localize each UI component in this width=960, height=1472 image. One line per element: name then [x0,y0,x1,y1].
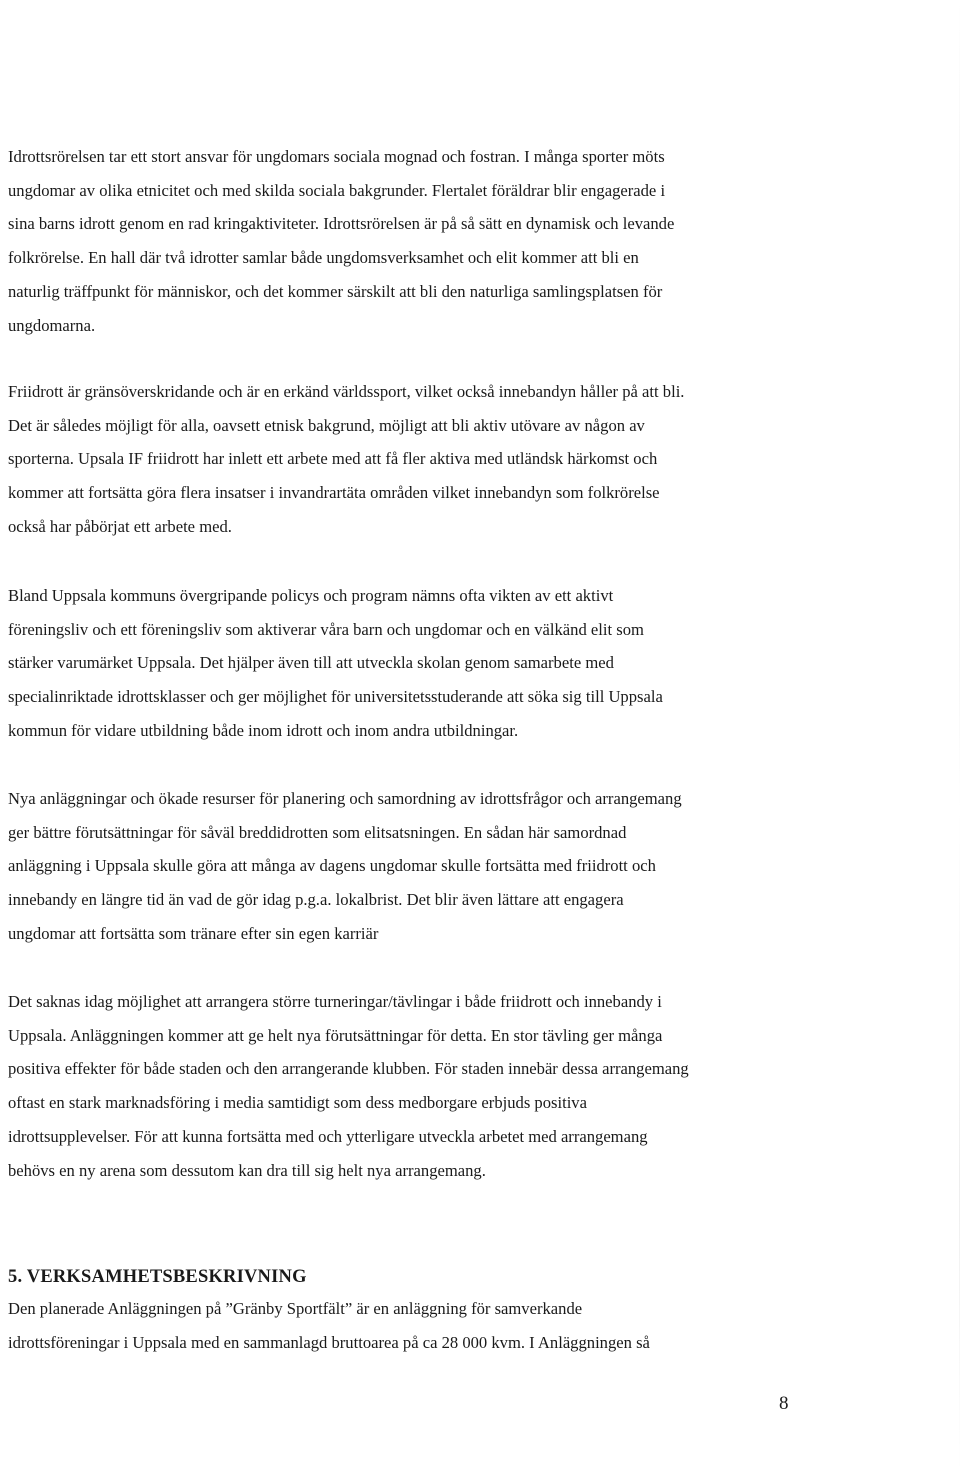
text-line: naturlig träffpunkt för människor, och det kommer särskilt att bli den naturliga samlingsplatsen för [8,281,663,301]
text-line: Det saknas idag möjlighet att arrangera större turneringar/tävlingar i både friidrott och innebandy i [8,992,662,1011]
paragraph-municipal-policy [8,579,808,748]
paragraph-competitions [8,985,808,1187]
text-line: Nya anläggningar och ökade resurser för planering och samordning av idrottsfrågor och arrangemang [8,789,682,808]
text-line: ungdomar av olika etnicitet och med skilda sociala bakgrunder. Flertalet föräldrar blir engagerade i [8,180,666,200]
text-line: positiva effekter för både staden och den arrangerande klubben. För staden innebär dessa arrangemang [8,1059,689,1079]
text-line: ungdomar att fortsätta som tränare efter sin egen karriär [8,923,379,943]
text-line: föreningsliv och ett föreningsliv som aktiverar våra barn och ungdomar och en välkänd elit som [8,619,644,639]
paragraph-new-facilities [8,782,808,951]
text-line: Friidrott är gränsöverskridande och är en erkänd världssport, vilket också innebandyn håller på att bli. [8,382,685,401]
text-line: anläggning i Uppsala skulle göra att många av dagens ungdomar skulle fortsätta med friidrott och [8,856,656,876]
text-line: sporterna. Upsala IF friidrott har inlett ett arbete med att få fler aktiva med utländsk härkomst och [8,449,658,469]
text-line: Bland Uppsala kommuns övergripande policys och program nämns ofta vikten av ett aktivt [8,586,614,605]
text-line: ger bättre förutsättningar för såväl breddidrotten som elitsatsningen. En sådan här samordnad [8,822,627,842]
text-line: behövs en ny arena som dessutom kan dra till sig helt nya arrangemang. [8,1160,486,1180]
text-line: idrottsupplevelser. För att kunna fortsätta med och ytterligare utveckla arbetet med arrangemang [8,1126,648,1146]
text-line: sina barns idrott genom en rad kringaktiviteter. Idrottsrörelsen är på så sätt en dynamisk och levande [8,214,675,234]
text-line: kommun för vidare utbildning både inom idrott och inom andra utbildningar. [8,720,519,740]
text-line: innebandy en längre tid än vad de gör idag p.g.a. lokalbrist. Det blir även lättare att engagera [8,890,624,910]
paragraph-youth-sports [8,140,808,342]
paragraph-athletics-integration [8,375,808,544]
paragraph-business-description [8,1292,808,1359]
section-heading: 5. VERKSAMHETSBESKRIVNING [8,1267,307,1287]
text-line: idrottsföreningar i Uppsala med en sammanlagd bruttoarea på ca 28 000 kvm. I Anläggningen så [8,1332,650,1352]
text-line: Den planerade Anläggningen på ”Gränby Sportfält” är en anläggning för samverkande [8,1299,583,1318]
text-line: också har påbörjat ett arbete med. [8,516,232,536]
text-line: oftast en stark marknadsföring i media samtidigt som dess medborgare erbjuds positiva [8,1093,587,1113]
text-line: stärker varumärket Uppsala. Det hjälper även till att utveckla skolan genom samarbete med [8,653,614,673]
text-line: folkrörelse. En hall där två idrotter samlar både ungdomsverksamhet och elit kommer att bli en [8,248,639,268]
text-line: Uppsala. Anläggningen kommer att ge helt nya förutsättningar för detta. En stor tävling ger många [8,1025,663,1045]
text-line: Det är således möjligt för alla, oavsett etnisk bakgrund, möjligt att bli aktiv utövare av någon av [8,415,645,435]
text-line: specialinriktade idrottsklasser och ger möjlighet för universitetsstuderande att söka sig till Uppsala [8,687,663,707]
page-number: 8 [779,1393,789,1414]
text-line: kommer att fortsätta göra flera insatser i invandrartäta områden vilket innebandyn som folkrörelse [8,483,660,503]
text-line: Idrottsrörelsen tar ett stort ansvar för ungdomars sociala mognad och fostran. I många sporter möts [8,147,665,166]
text-line: ungdomarna. [8,315,96,335]
